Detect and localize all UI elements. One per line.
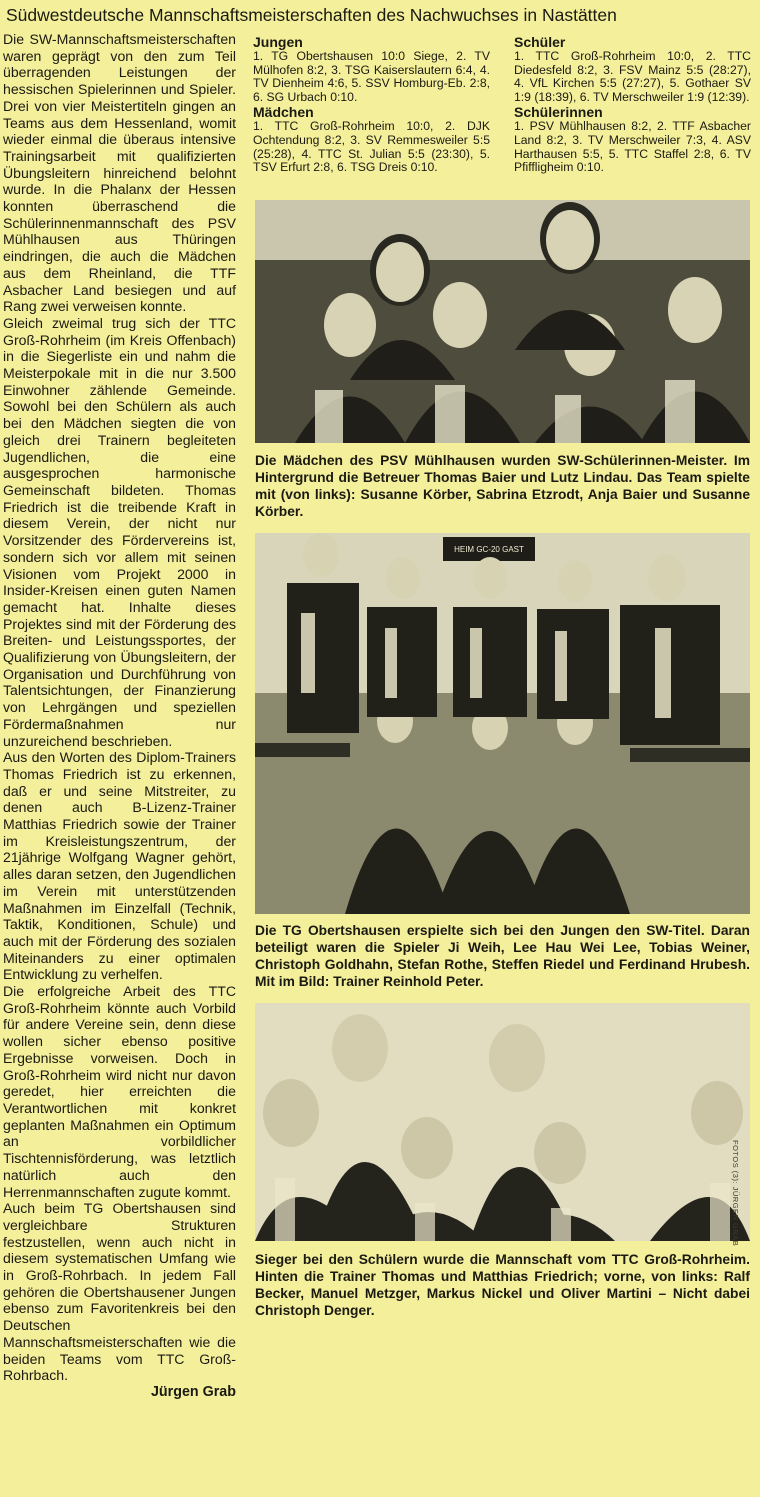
results-schuelerinnen: 1. PSV Mühlhausen 8:2, 2. TTF Asbacher Land 8:2, 3. TV Merschweiler 7:3, 4. ASV Harthausen 5:5, 5. TTC Staffel 2:8, 6. TV Pfiffligheim 0:10. — [514, 119, 751, 175]
results-left — [253, 34, 490, 175]
results-heading-maedchen: Mädchen — [253, 104, 314, 121]
photo-boys-team — [255, 533, 750, 914]
article-paragraph: Aus den Worten des Diplom-Trainers Thomas Friedrich ist zu erkennen, daß er und seine Mitstreiter, zu denen auch B-Lizenz-Trainer Matthias Friedrich sowie der Trainer im Kreisleistungszentrum, der 21jährige Wolfgang Wagner gehört, alles daran setzen, den Jugendlichen im Verein mit unterstützenden Maßnahmen im Einzelfall (Technik, Taktik, Konditionen, Schule) und auch mit der Förderung des sozialen Miteinanders zu einer optimalen Entwicklung zu verhelfen. — [3, 749, 236, 983]
byline: Jürgen Grab — [150, 1383, 236, 1400]
article-paragraph: Die SW-Mannschaftsmeisterschaften waren geprägt von den zum Teil überragenden Leistungen der hessischen Spielerinnen und Spieler. Drei von vier Meistertiteln gingen an Teams aus dem Hessenland, womit wieder einmal die überaus intensive Trainingsarbeit mit qualifizierten Übungsleitern hinreichend belohnt wurde. In die Phalanx der Hessen konnten überraschend die Schülerinnenmannschaft des PSV Mühlhausen aus Thüringen eindringen, die auch die Mädchen aus dem Rheinland, die TTF Asbacher Land besiegen und auf Rang zwei verweisen konnte. — [3, 31, 236, 315]
results-maedchen: 1. TTC Groß-Rohrheim 10:0, 2. DJK Ochtendung 8:2, 3. SV Remmesweiler 5:5 (25:28), 4. TTC St. Julian 5:5 (23:30), 5. TSV Erfurt 2:8, 6. TSG Dreis 0:10. — [253, 119, 490, 175]
photo-girls-team — [255, 200, 750, 443]
article-column — [3, 31, 236, 1401]
results-heading-schuelerinnen: Schülerinnen — [514, 104, 603, 121]
results-right — [514, 34, 751, 175]
results-heading-schueler: Schüler — [514, 34, 566, 50]
photo-girls-team-image — [255, 200, 750, 443]
results-heading-jungen: Jungen — [253, 34, 303, 50]
scoreboard-label: HEIM GC-20 GAST — [454, 545, 524, 554]
results-schueler: 1. TTC Groß-Rohrheim 10:0, 2. TTC Diedesfeld 8:2, 3. FSV Mainz 5:5 (28:27), 4. VfL Kirchen 5:5 (27:27), 5. Gothaer SV 1:9 (18:39), 6. TV Merschweiler 1:9 (12:39). — [514, 49, 751, 104]
photo-credit: FOTOS (3): JÜRGEN GRAB — [731, 1140, 740, 1247]
article-paragraph: Auch beim TG Obertshausen sind vergleichbare Strukturen festzustellen, wenn auch nicht in diesem systematischen Umfang wie in Groß-Rohrbach. In jedem Fall gehören die Obertshausener Jungen ebenso zum Favoritenkreis bei den Deutschen Mannschaftsmeisterschaften wie die beiden Teams vom TTC Groß-Rohrbach. — [3, 1200, 236, 1384]
headline: Südwestdeutsche Mannschaftsmeisterschaften des Nachwuchses in Nastätten — [6, 5, 617, 25]
caption-schueler-team: Sieger bei den Schülern wurde die Mannschaft vom TTC Groß-Rohrheim. Hinten die Trainer Thomas und Matthias Friedrich; vorne, von links: Ralf Becker, Manuel Metzger, Markus Nickel und Oliver Martini – Nicht dabei Christoph Denger. — [255, 1252, 750, 1318]
photo-schueler-team-image — [255, 1003, 750, 1241]
photo-schueler-team — [255, 1003, 750, 1241]
caption-girls-team: Die Mädchen des PSV Mühlhausen wurden SW-Schülerinnen-Meister. Im Hintergrund die Betreuer Thomas Baier und Lutz Lindau. Das Team spielte mit (von links): Susanne Körber, Sabrina Etzrodt, Anja Baier und Susanne Körber. — [255, 453, 750, 519]
article-paragraph: Die erfolgreiche Arbeit des TTC Groß-Rohrheim könnte auch Vorbild für andere Vereine sein, denn diese wollen sicher ebenso positive Ergebnisse vorweisen. Doch in Groß-Rohrheim wird nicht nur davon geredet, hier erreichten die Verantwortlichen mit konkret geplanten Maßnahmen ein Optimum an vorbildlicher Tischtennisförderung, was letztlich natürlich auch den Herrenmannschaften zugute kommt. — [3, 983, 236, 1200]
results-jungen: 1. TG Obertshausen 10:0 Siege, 2. TV Mülhofen 8:2, 3. TSG Kaiserslautern 6:4, 4. TV Dienheim 4:6, 5. SSV Homburg-Eb. 2:8, 6. SG Urbach 0:10. — [253, 49, 490, 104]
article-paragraph: Gleich zweimal trug sich der TTC Groß-Rohrheim (im Kreis Offenbach) in die Siegerliste ein und nahm die Meisterpokale mit in die nur 3.500 Einwohner zählende Gemeinde. Sowohl bei den Schülern als auch bei den Mädchen siegten die von gleich drei Trainern begleiteten Jugendlichen, die eine ausgesprochen harmonische Gemeinschaft bildeten. Thomas Friedrich ist die treibende Kraft in diesem Verein, der nicht nur Vorsitzender des Fördervereins ist, sondern sich vor allem mit seinen Visionen vom Projekt 2000 in Insider-Kreisen einen guten Namen gemacht hat. Inhalte dieses Projektes sind mit der Förderung des Breiten- und Leistungssportes, der Qualifizierung von Übungsleitern, der Organisation und Durchführung von Talentsichtungen, der Finanzierung von Lehrgängen und speziellen Fördermaßnahmen nur unzureichend beschrieben. — [3, 314, 236, 749]
photo-boys-team-image — [255, 533, 750, 914]
caption-boys-team: Die TG Obertshausen erspielte sich bei den Jungen den SW-Titel. Daran beteiligt waren die Spieler Ji Weih, Lee Hau Wei Lee, Tobias Weiner, Christoph Goldhahn, Stefan Rothe, Steffen Riedel und Ferdinand Hrubesh. Mit im Bild: Trainer Reinhold Peter. — [255, 923, 750, 989]
